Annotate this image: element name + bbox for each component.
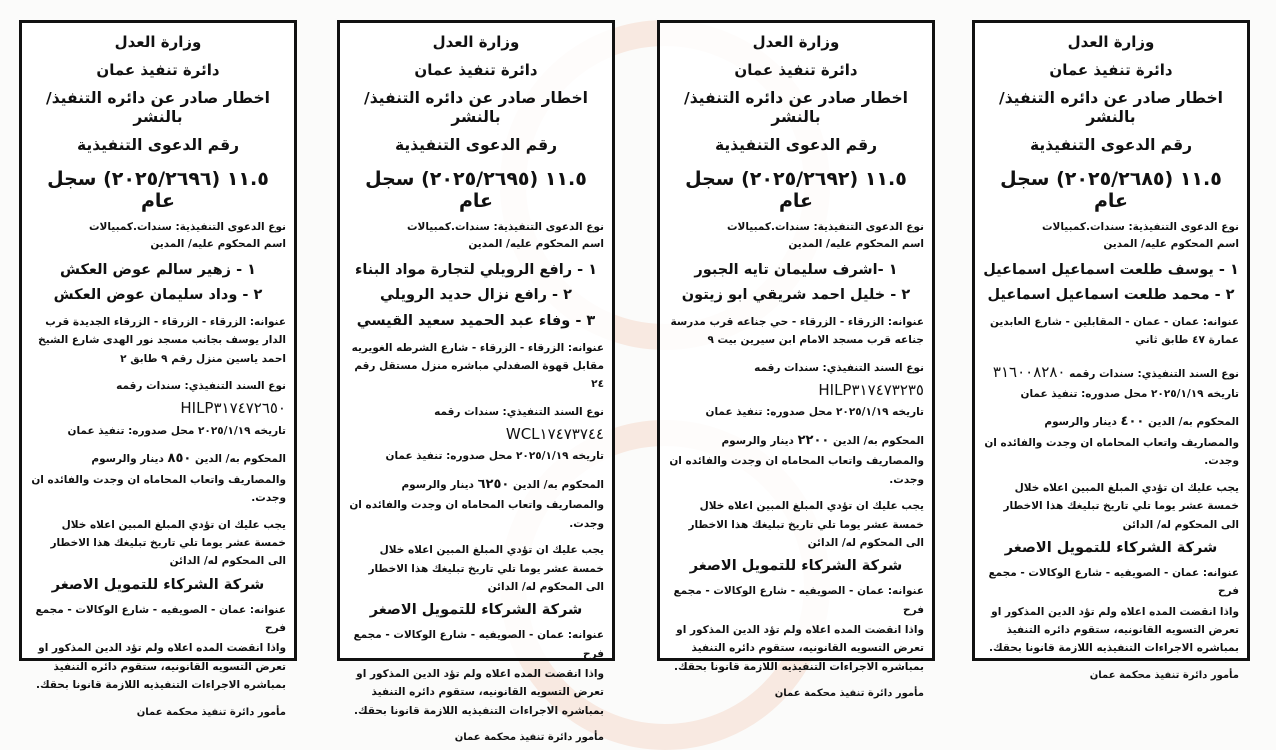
bond-info — [30, 377, 286, 440]
bond-date: تاريخه ٢٠٢٥/١/١٩ محل صدوره: تنفيذ عمان — [385, 450, 604, 463]
officer-signature: مأمور دائرة تنفيذ محكمة عمان — [454, 732, 604, 744]
bond-line — [983, 359, 1239, 385]
debtor-label: اسم المحكوم عليه/ المدين — [468, 238, 604, 251]
payment-notice: يجب عليك ان تؤدي المبلغ المبين اعلاه خلال خمسة عشر يوما تلي تاريخ تبليغك هذا الاخطار الى المحكوم له/ الدائن — [688, 500, 924, 549]
creditor-address: عنوانه: عمان - الصويفيه - شارع الوكالات - مجمع فرح — [35, 603, 286, 635]
case-number: ١١.٥ (٢٠٢٥/٢٦٩٥) سجل عام — [365, 167, 587, 213]
bond-prefix: نوع السند التنفيذي: سندات رقمه — [754, 361, 924, 374]
amount-prefix: المحكوم به/ الدين — [833, 434, 924, 447]
notice-box — [657, 20, 935, 700]
case-number: ١١.٥ (٢٠٢٥/٢٦٩٦) سجل عام — [47, 167, 269, 213]
debtor-name: ٢ - محمد طلعت اسماعيل اسماعيل — [987, 287, 1235, 304]
case-type: نوع الدعوى التنفيذية: سندات.كمبيالات — [88, 221, 286, 234]
judgment-amount — [983, 411, 1239, 471]
creditor-address: عنوانه: عمان - الصويفيه - شارع الوكالات - مجمع فرح — [353, 629, 604, 660]
judgment-amount — [348, 474, 604, 534]
ministry-heading: وزارة العدل — [752, 33, 840, 51]
debtor-address: عنوانه: الزرقاء - الزرقاء - شارع الشرطه الغويريه مقابل قهوة الصفدلي مباشره منزل مستقل رقم ٢٤ — [351, 341, 604, 391]
officer-signature: مأمور دائرة تنفيذ محكمة عمان — [1089, 669, 1239, 681]
payment-notice: يجب عليك ان تؤدي المبلغ المبين اعلاه خلال خمسة عشر يوما تلي تاريخ تبليغك هذا الاخطار الى المحكوم له/ الدائن — [1003, 481, 1239, 531]
debtor-name: ١ -اشرف سليمان تايه الجبور — [694, 261, 898, 278]
department-heading: دائرة تنفيذ عمان — [414, 60, 538, 79]
amount-prefix: المحكوم به/ الدين — [195, 453, 286, 466]
amount-value: ٨٥٠ — [167, 451, 192, 467]
bond-number: HILP٣١٧٤٧٢٦٥٠ — [180, 399, 286, 418]
case-type: نوع الدعوى التنفيذية: سندات.كمبيالات — [406, 221, 604, 234]
ministry-heading: وزارة العدل — [1067, 33, 1155, 51]
amount-value: ٦٢٥٠ — [477, 476, 510, 492]
bond-info — [348, 403, 604, 466]
payment-notice: يجب عليك ان تؤدي المبلغ المبين اعلاه خلال خمسة عشر يوما تلي تاريخ تبليغك هذا الاخطار الى المحكوم له/ الدائن — [50, 518, 286, 568]
case-label: رقم الدعوى التنفيذية — [76, 136, 240, 155]
enforcement-warning: واذا انقضت المده اعلاه ولم تؤد الدين المذكور او تعرض التسويه القانونيه، ستقوم دائره التنفيذ بمباشره الاجراءات التنفيذيه اللازمة قانونا بحقك. — [673, 624, 924, 673]
bond-info — [668, 359, 924, 422]
bond-line — [30, 377, 286, 422]
judgment-amount — [668, 430, 924, 490]
officer-signature: مأمور دائرة تنفيذ محكمة عمان — [774, 688, 924, 700]
ministry-heading: وزارة العدل — [114, 33, 202, 51]
debtor-label: اسم المحكوم عليه/ المدين — [1103, 238, 1239, 251]
debtor-address: عنوانه: عمان - عمان - المقابلين - شارع العابدين عمارة ٤٧ طابق ثاني — [989, 315, 1239, 347]
ministry-heading: وزارة العدل — [432, 33, 520, 51]
bond-date: تاريخه ٢٠٢٥/١/١٩ محل صدوره: تنفيذ عمان — [1020, 387, 1239, 400]
notice-box — [337, 20, 615, 744]
notice-subject: اخطار صادر عن دائره التنفيذ/ بالنشر — [364, 88, 588, 126]
amount-suffix: دينار والرسوم والمصاريف واتعاب المحاماه ان وجدت والفائده ان وجدت. — [984, 416, 1239, 468]
debtor-name: ٢ - رافع نزال حديد الرويلي — [380, 287, 572, 304]
amount-value: ٢٢٠٠ — [797, 432, 830, 448]
amount-suffix: دينار والرسوم والمصاريف واتعاب المحاماه ان وجدت والفائده ان وجدت. — [31, 453, 286, 505]
notice-box — [972, 20, 1250, 681]
bond-date: تاريخه ٢٠٢٥/١/١٩ محل صدوره: تنفيذ عمان — [705, 406, 924, 419]
debtor-name: ١ - زهير سالم عوض العكش — [59, 261, 256, 278]
creditor-name: شركة الشركاء للتمويل الاصغر — [1004, 539, 1218, 556]
debtor-name: ٢ - خليل احمد شريقي ابو زيتون — [681, 287, 911, 304]
debtor-label: اسم المحكوم عليه/ المدين — [150, 238, 286, 251]
bond-number: WCL١٧٤٧٣٧٤٤ — [505, 425, 604, 443]
creditor-address: عنوانه: عمان - الصويفيه - شارع الوكالات - مجمع فرح — [988, 566, 1239, 598]
amount-prefix: المحكوم به/ الدين — [1148, 416, 1239, 429]
bond-number: ٣١٦٠٠٨٢٨٠ — [992, 362, 1066, 381]
bond-prefix: نوع السند التنفيذي: سندات رقمه — [1069, 367, 1239, 380]
case-meta — [668, 219, 924, 253]
payment-notice: يجب عليك ان تؤدي المبلغ المبين اعلاه خلال خمسة عشر يوما تلي تاريخ تبليغك هذا الاخطار الى المحكوم له/ الدائن — [368, 544, 604, 593]
department-heading: دائرة تنفيذ عمان — [96, 60, 220, 79]
amount-value: ٤٠٠ — [1120, 414, 1145, 430]
amount-suffix: دينار والرسوم والمصاريف واتعاب المحاماه ان وجدت والفائده ان وجدت. — [669, 434, 924, 486]
case-meta — [348, 219, 604, 253]
case-number: ١١.٥ (٢٠٢٥/٢٦٩٢) سجل عام — [685, 167, 907, 213]
creditor-name: شركة الشركاء للتمويل الاصغر — [369, 602, 583, 619]
debtor-label: اسم المحكوم عليه/ المدين — [788, 238, 924, 251]
bond-prefix: نوع السند التنفيذي: سندات رقمه — [434, 405, 604, 418]
creditor-name: شركة الشركاء للتمويل الاصغر — [51, 576, 265, 593]
case-meta — [30, 219, 286, 253]
officer-signature: مأمور دائرة تنفيذ محكمة عمان — [136, 706, 286, 718]
amount-prefix: المحكوم به/ الدين — [513, 478, 604, 491]
debtor-address: عنوانه: الزرقاء - الزرقاء - الزرقاء الجديدة قرب الدار يوسف بجانب مسجد نور الهدى شارع الشيخ احمد ياسين منزل رقم ٩ طابق ٢ — [38, 315, 286, 365]
case-meta — [983, 219, 1239, 253]
case-label: رقم الدعوى التنفيذية — [714, 136, 878, 155]
bond-line — [348, 403, 604, 448]
notice-subject: اخطار صادر عن دائره التنفيذ/ بالنشر — [46, 88, 270, 126]
debtor-address: عنوانه: الزرقاء - الزرقاء - حي جناعه قرب مدرسة جناعه قرب مسجد الامام ابن سيرين بيت ٩ — [670, 315, 924, 347]
department-heading: دائرة تنفيذ عمان — [734, 60, 858, 79]
creditor-address: عنوانه: عمان - الصويفيه - شارع الوكالات - مجمع فرح — [673, 585, 924, 616]
debtor-name: ٣ - وفاء عبد الحميد سعيد القيسي — [356, 312, 596, 329]
enforcement-warning: واذا انقضت المده اعلاه ولم تؤد الدين المذكور او تعرض التسويه القانونيه، ستقوم دائره التنفيذ بمباشره الاجراءات التنفيذيه اللازمة قانونا بحقك. — [353, 668, 604, 717]
bond-date: تاريخه ٢٠٢٥/١/١٩ محل صدوره: تنفيذ عمان — [67, 424, 286, 437]
case-type: نوع الدعوى التنفيذية: سندات.كمبيالات — [1041, 221, 1239, 234]
bond-info — [983, 359, 1239, 404]
department-heading: دائرة تنفيذ عمان — [1049, 60, 1173, 79]
case-label: رقم الدعوى التنفيذية — [1029, 136, 1193, 155]
bond-prefix: نوع السند التنفيذي: سندات رقمه — [116, 380, 286, 393]
judgment-amount — [30, 448, 286, 508]
debtor-name: ١ - يوسف طلعت اسماعيل اسماعيل — [983, 261, 1239, 278]
notice-box — [19, 20, 297, 718]
enforcement-warning: واذا انقضت المده اعلاه ولم تؤد الدين المذكور او تعرض التسويه القانونيه، ستقوم دائره التنفيذ بمباشره الاجراءات التنفيذيه اللازمة قانونا بحقك. — [988, 605, 1239, 655]
case-number: ١١.٥ (٢٠٢٥/٢٦٨٥) سجل عام — [1000, 167, 1222, 213]
debtor-name: ٢ - وداد سليمان عوض العكش — [53, 287, 263, 304]
case-type: نوع الدعوى التنفيذية: سندات.كمبيالات — [726, 221, 924, 234]
bond-line — [668, 359, 924, 404]
amount-suffix: دينار والرسوم والمصاريف واتعاب المحاماه ان وجدت والفائده ان وجدت. — [349, 478, 604, 530]
notice-subject: اخطار صادر عن دائره التنفيذ/ بالنشر — [999, 88, 1223, 126]
case-label: رقم الدعوى التنفيذية — [394, 136, 558, 155]
debtor-name: ١ - رافع الرويلي لتجارة مواد البناء — [354, 261, 598, 278]
bond-number: HILP٣١٧٤٧٣٢٣٥ — [818, 381, 924, 400]
notice-subject: اخطار صادر عن دائره التنفيذ/ بالنشر — [684, 88, 908, 126]
creditor-name: شركة الشركاء للتمويل الاصغر — [689, 558, 903, 575]
enforcement-warning: واذا انقضت المده اعلاه ولم تؤد الدين المذكور او تعرض التسويه القانونيه، ستقوم دائره التنفيذ بمباشره الاجراءات التنفيذيه اللازمة قانونا بحقك. — [35, 642, 286, 692]
